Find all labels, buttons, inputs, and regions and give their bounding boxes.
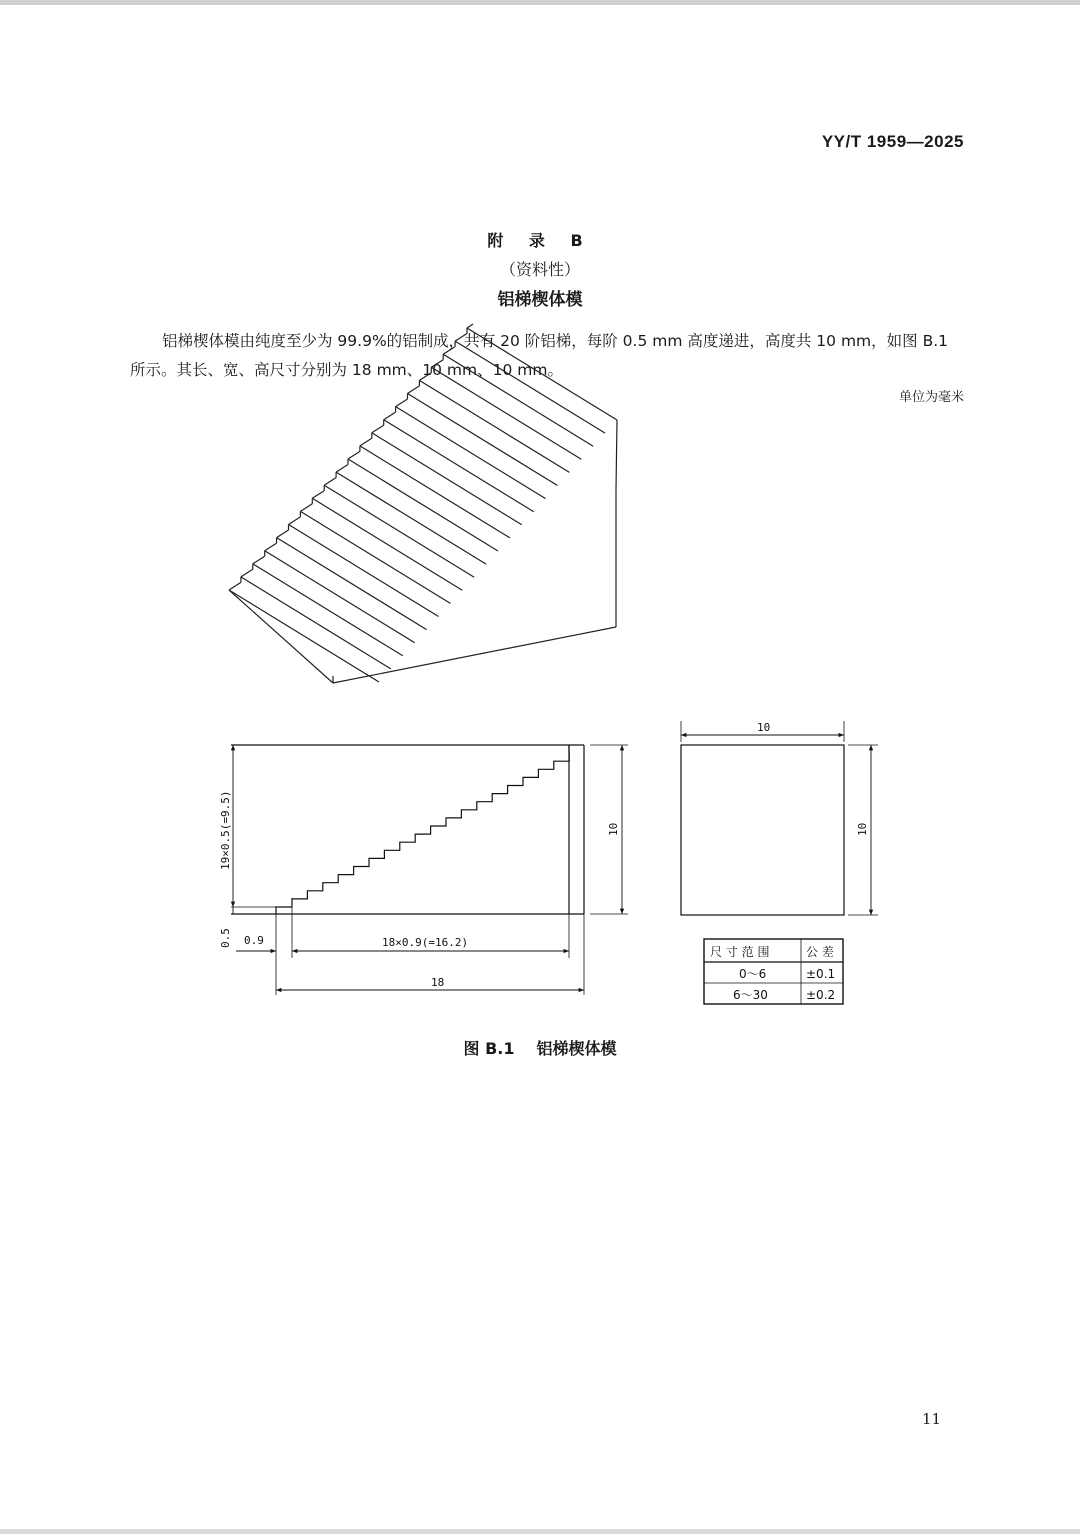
table-cell-range-2: 6～30 bbox=[733, 988, 768, 1002]
table-header-tolerance: 公 差 bbox=[806, 945, 834, 959]
appendix-nature: （资料性） bbox=[499, 260, 580, 279]
appendix-label: 附 录 B bbox=[487, 231, 593, 250]
standard-number: YY/T 1959—2025 bbox=[821, 132, 964, 151]
figure-caption bbox=[0, 1036, 1080, 1059]
dim-length: 18 bbox=[431, 976, 445, 989]
dim-first-step-width: 0.9 bbox=[244, 934, 264, 947]
side-view bbox=[231, 745, 628, 995]
page-number: 11 bbox=[922, 1410, 942, 1428]
side-view-dimensions bbox=[233, 745, 622, 990]
table-header-range: 尺 寸 范 围 bbox=[710, 945, 770, 959]
dim-step-height-total: 19×0.5(=9.5) bbox=[219, 790, 232, 870]
dim-side-height: 10 bbox=[607, 822, 620, 836]
isometric-view bbox=[229, 324, 617, 683]
bottom-border bbox=[0, 1529, 1080, 1534]
end-view bbox=[681, 721, 878, 915]
dim-first-step-height: 0.5 bbox=[219, 928, 232, 948]
dim-end-height: 10 bbox=[856, 822, 869, 836]
caption-number: 图 B.1 bbox=[463, 1039, 515, 1058]
appendix-title: 铝梯楔体模 bbox=[497, 290, 583, 310]
side-view-labels bbox=[219, 791, 620, 989]
dim-step-width-total: 18×0.9(=16.2) bbox=[382, 936, 469, 949]
dim-end-width: 10 bbox=[757, 721, 771, 734]
unit-note: 单位为毫米 bbox=[898, 390, 964, 405]
body-paragraph: 铝梯楔体模由纯度至少为 99.9%的铝制成，共有 20 阶铝梯，每阶 0.5 mm 高度递进，高度共 10 mm，如图 B.1 所示。其长、宽、高尺寸分别为 18 mm、10 mm、10 mm。 bbox=[130, 332, 948, 379]
table-cell-tol-1: ±0.1 bbox=[806, 967, 836, 981]
caption-title: 铝梯楔体模 bbox=[536, 1039, 617, 1058]
table-cell-range-1: 0～6 bbox=[739, 967, 767, 981]
table-cell-tol-2: ±0.2 bbox=[806, 988, 836, 1002]
